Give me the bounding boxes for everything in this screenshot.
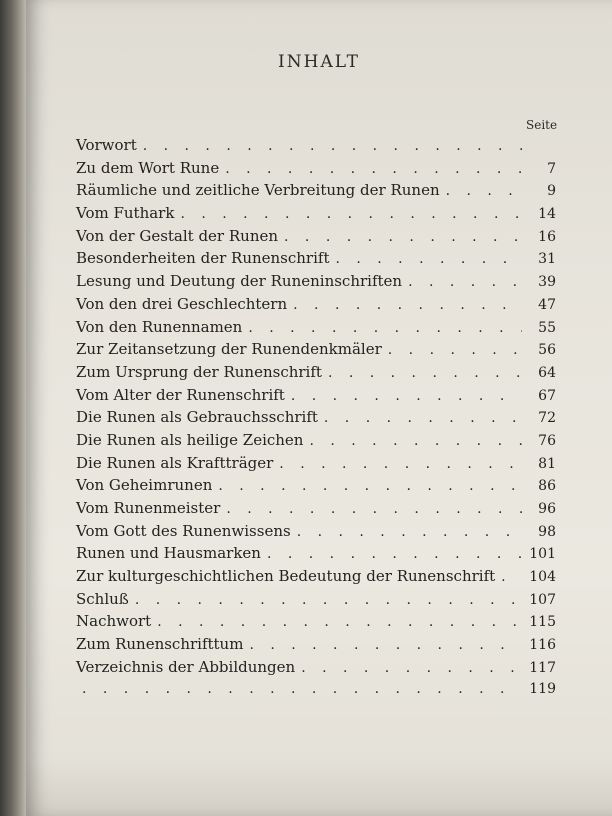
toc-entry xyxy=(76,590,556,613)
toc-entry-title: Von Geheimrunen xyxy=(76,476,213,495)
toc-entry-title: Schluß xyxy=(76,589,129,608)
toc-leader-dots xyxy=(388,342,522,358)
toc-entry-title: Von den drei Geschlechtern xyxy=(76,294,288,313)
toc-leader-dots xyxy=(218,478,522,494)
toc-entry-page: 7 xyxy=(547,160,556,177)
toc-entry-title: Die Runen als Gebrauchsschrift xyxy=(76,408,318,427)
toc-entry-page: 47 xyxy=(538,296,556,313)
toc-entry xyxy=(76,295,556,318)
toc-entry-page: 55 xyxy=(538,319,556,336)
toc-leader-dots xyxy=(135,592,522,608)
toc-leader-dots xyxy=(248,320,522,336)
toc-entry xyxy=(76,476,556,499)
toc-entry-page: 31 xyxy=(538,251,556,268)
toc-entry-page: 76 xyxy=(538,432,556,449)
toc-leader-dots xyxy=(180,206,522,222)
toc-entry xyxy=(76,204,556,227)
toc-entry xyxy=(76,272,556,295)
toc-entry-title: Vom Alter der Runenschrift xyxy=(76,385,285,404)
toc-leader-dots xyxy=(293,297,522,313)
toc-entry-title: Vom Gott des Runenwissens xyxy=(76,521,291,540)
toc-entry-page: 107 xyxy=(529,591,556,608)
table-of-contents xyxy=(76,136,556,703)
toc-leader-dots xyxy=(249,637,522,653)
toc-entry xyxy=(76,318,556,341)
toc-leader-dots xyxy=(157,614,522,630)
toc-entry-page: 86 xyxy=(538,478,556,495)
page-column-label: Seite xyxy=(526,118,558,132)
toc-entry-title: Zur Zeitansetzung der Runendenkmäler xyxy=(76,340,382,359)
toc-entry-title: Zur kulturgeschichtlichen Bedeutung der Runenschrift xyxy=(76,567,496,586)
toc-entry-page: 119 xyxy=(529,680,556,697)
toc-entry-title: Vorwort xyxy=(76,136,137,154)
toc-leader-dots xyxy=(309,433,522,449)
toc-entry-title: Räumliche und zeitliche Verbreitung der Runen xyxy=(76,181,440,200)
page-title: INHALT xyxy=(278,52,360,72)
toc-entry-page: 9 xyxy=(547,183,556,200)
toc-leader-dots xyxy=(446,183,522,199)
toc-entry-title: Lesung und Deutung der Runeninschriften xyxy=(76,272,403,291)
toc-entry-title: Besonderheiten der Runenschrift xyxy=(76,249,330,268)
toc-leader-dots xyxy=(297,524,522,540)
toc-leader-dots xyxy=(82,681,522,697)
toc-entry xyxy=(76,567,556,590)
toc-entry xyxy=(76,408,556,431)
toc-entry-title: Zum Runenschrifttum xyxy=(76,635,244,654)
book-page xyxy=(26,0,612,816)
toc-entry xyxy=(76,499,556,522)
toc-entry-title: Die Runen als Kraftträger xyxy=(76,453,274,472)
toc-entry-title: Von den Runennamen xyxy=(76,317,243,336)
toc-entry-title: Zu dem Wort Rune xyxy=(76,158,220,177)
toc-entry xyxy=(76,454,556,477)
toc-entry xyxy=(76,159,556,182)
toc-entry xyxy=(76,340,556,363)
toc-entry xyxy=(76,227,556,250)
toc-entry-page: 39 xyxy=(538,274,556,291)
toc-entry-page: 81 xyxy=(538,455,556,472)
toc-entry xyxy=(76,658,556,681)
toc-entry xyxy=(76,431,556,454)
toc-entry-page: 116 xyxy=(529,637,556,654)
toc-entry-page: 56 xyxy=(538,342,556,359)
facing-page-edge xyxy=(0,0,28,816)
toc-entry-page: 67 xyxy=(538,387,556,404)
toc-entry-title: Verzeichnis der Abbildungen xyxy=(76,657,296,676)
toc-entry-page: 64 xyxy=(538,364,556,381)
toc-entry xyxy=(76,544,556,567)
toc-entry-title: Nachwort xyxy=(76,612,152,631)
toc-entry-page: 104 xyxy=(529,569,556,586)
toc-entry-title: Vom Runenmeister xyxy=(76,499,221,517)
toc-entry xyxy=(76,363,556,386)
toc-leader-dots xyxy=(267,546,522,562)
toc-entry-page: 96 xyxy=(538,501,556,517)
toc-leader-dots xyxy=(301,660,522,676)
toc-entry-title: Von der Gestalt der Runen xyxy=(76,226,279,245)
toc-leader-dots xyxy=(291,388,522,404)
toc-leader-dots xyxy=(408,274,522,290)
toc-leader-dots xyxy=(279,456,522,472)
toc-leader-dots xyxy=(324,410,522,426)
toc-entry xyxy=(76,249,556,272)
toc-entry-page: 72 xyxy=(538,410,556,427)
toc-entry-title: Vom Futhark xyxy=(76,204,175,223)
toc-entry xyxy=(76,681,556,704)
toc-entry xyxy=(76,136,556,159)
toc-entry-title: Die Runen als heilige Zeichen xyxy=(76,430,304,449)
toc-leader-dots xyxy=(226,501,522,517)
toc-entry-page: 14 xyxy=(538,206,556,223)
toc-entry-title: Runen und Hausmarken xyxy=(76,544,261,563)
toc-entry xyxy=(76,181,556,204)
toc-entry xyxy=(76,635,556,658)
toc-leader-dots xyxy=(284,229,522,245)
toc-leader-dots xyxy=(328,365,522,381)
toc-entry-page: 98 xyxy=(538,523,556,540)
toc-entry-title: Zum Ursprung der Runenschrift xyxy=(76,362,322,381)
toc-leader-dots xyxy=(501,569,522,585)
toc-leader-dots xyxy=(225,161,522,177)
toc-entry xyxy=(76,522,556,545)
toc-entry-page: 115 xyxy=(529,614,556,631)
toc-entry-page: 117 xyxy=(529,659,556,676)
toc-entry xyxy=(76,386,556,409)
toc-entry-page: 101 xyxy=(529,546,556,563)
toc-entry-page: 16 xyxy=(538,228,556,245)
toc-entry xyxy=(76,612,556,635)
toc-leader-dots xyxy=(335,251,522,267)
toc-leader-dots xyxy=(143,138,522,154)
